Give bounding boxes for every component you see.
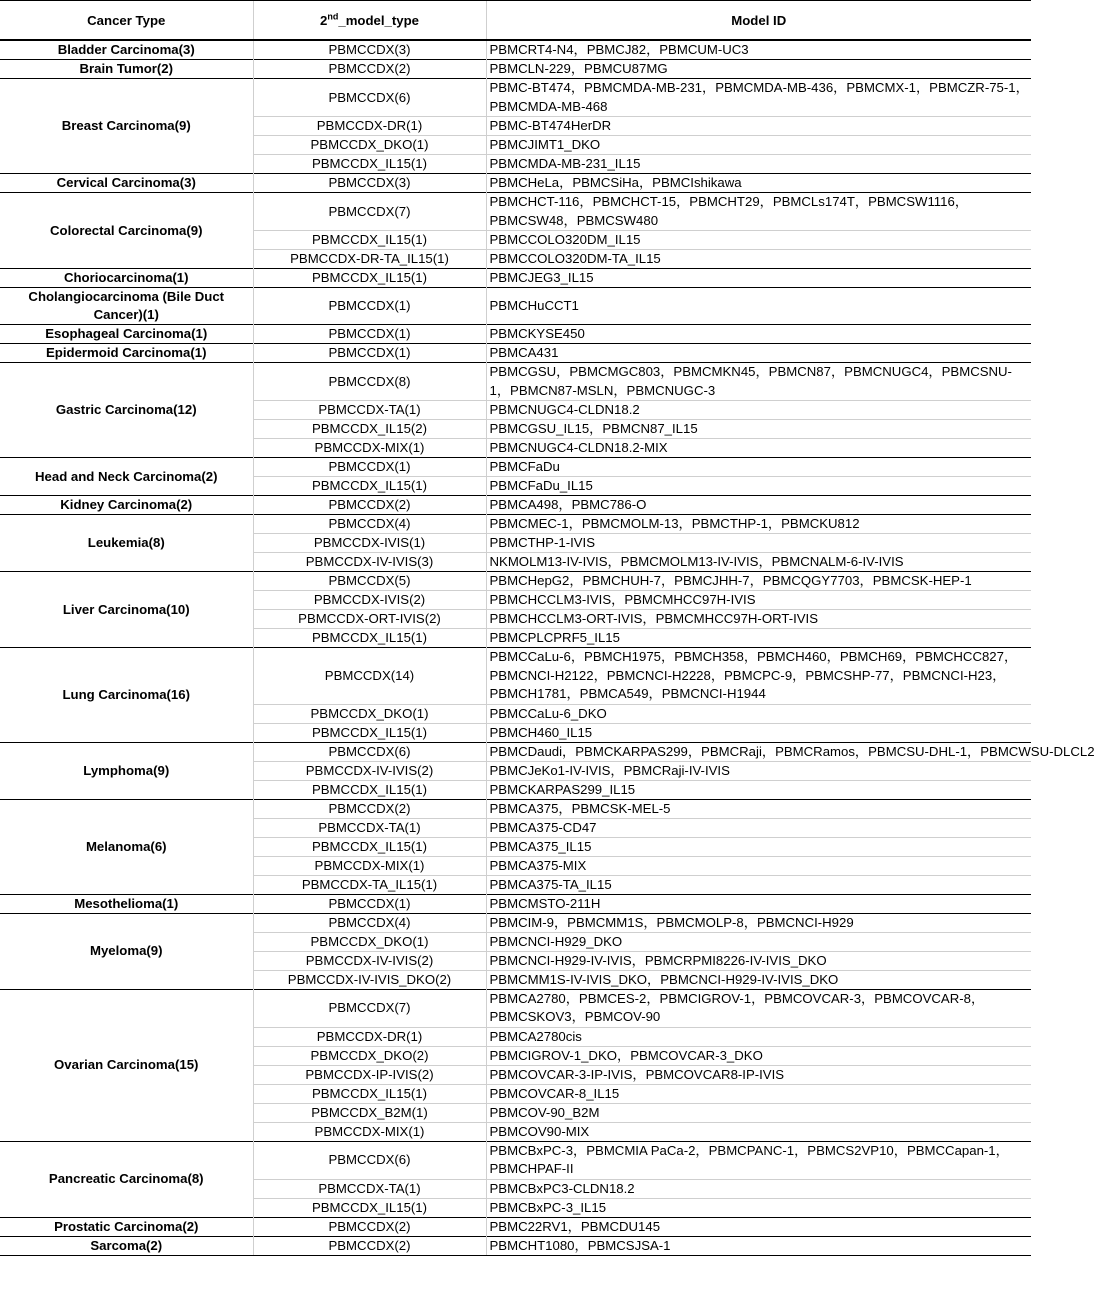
cancer-type-cell: Brain Tumor(2) — [0, 60, 253, 79]
model-id-cell: PBMCNCI-H929_DKO — [486, 932, 1031, 951]
model-type-cell: PBMCCDX_IL15(1) — [253, 723, 486, 742]
model-type-cell: PBMCCDX(4) — [253, 515, 486, 534]
header-model-type-rest: _model_type — [338, 12, 419, 28]
model-type-cell: PBMCCDX-IV-IVIS(2) — [253, 951, 486, 970]
model-id-cell: PBMCA498，PBMC786-O — [486, 496, 1031, 515]
model-id-cell: PBMCA431 — [486, 344, 1031, 363]
cancer-type-cell: Prostatic Carcinoma(2) — [0, 1217, 253, 1236]
table-row — [0, 325, 1031, 344]
model-id-cell: PBMCHT1080，PBMCSJSA-1 — [486, 1236, 1031, 1255]
cancer-type-cell: Head and Neck Carcinoma(2) — [0, 458, 253, 496]
table-row — [0, 458, 1031, 477]
cancer-type-cell: Melanoma(6) — [0, 799, 253, 894]
model-id-cell: PBMCKARPAS299_IL15 — [486, 780, 1031, 799]
model-type-cell: PBMCCDX(1) — [253, 344, 486, 363]
model-type-cell: PBMCCDX(14) — [253, 648, 486, 705]
model-type-cell: PBMCCDX(2) — [253, 60, 486, 79]
model-id-cell: PBMCIM-9，PBMCMM1S，PBMCMOLP-8，PBMCNCI-H929 — [486, 913, 1031, 932]
table-row — [0, 799, 1031, 818]
model-id-cell: PBMCIGROV-1_DKO，PBMCOVCAR-3_DKO — [486, 1046, 1031, 1065]
model-type-cell: PBMCCDX_IL15(1) — [253, 477, 486, 496]
model-type-cell: PBMCCDX(5) — [253, 572, 486, 591]
cancer-type-cell: Mesothelioma(1) — [0, 894, 253, 913]
model-id-cell: PBMCA375，PBMCSK-MEL-5 — [486, 799, 1031, 818]
model-id-cell: PBMCMEC-1，PBMCMOLM-13，PBMCTHP-1，PBMCKU812 — [486, 515, 1031, 534]
header-cancer-type: Cancer Type — [0, 1, 253, 41]
model-type-cell: PBMCCDX-TA_IL15(1) — [253, 875, 486, 894]
table-header — [0, 1, 1031, 41]
model-id-cell: PBMCOVCAR-3-IP-IVIS，PBMCOVCAR8-IP-IVIS — [486, 1065, 1031, 1084]
model-id-cell: PBMCCOLO320DM_IL15 — [486, 231, 1031, 250]
table-row — [0, 193, 1031, 231]
table-row — [0, 269, 1031, 288]
model-id-cell: PBMCFaDu — [486, 458, 1031, 477]
model-type-cell: PBMCCDX-IP-IVIS(2) — [253, 1065, 486, 1084]
model-type-cell: PBMCCDX-TA(1) — [253, 1179, 486, 1198]
model-id-cell: PBMCOVCAR-8_IL15 — [486, 1084, 1031, 1103]
model-type-cell: PBMCCDX_IL15(1) — [253, 1084, 486, 1103]
cancer-type-cell: Liver Carcinoma(10) — [0, 572, 253, 648]
model-id-cell: PBMCNUGC4-CLDN18.2-MIX — [486, 439, 1031, 458]
model-type-cell: PBMCCDX(2) — [253, 1236, 486, 1255]
header-row — [0, 1, 1031, 41]
model-id-cell: PBMCMM1S-IV-IVIS_DKO，PBMCNCI-H929-IV-IVIS_DKO — [486, 970, 1031, 989]
model-type-cell: PBMCCDX-MIX(1) — [253, 856, 486, 875]
model-type-cell: PBMCCDX(6) — [253, 1141, 486, 1179]
model-type-cell: PBMCCDX_DKO(1) — [253, 704, 486, 723]
model-type-cell: PBMCCDX(7) — [253, 193, 486, 231]
table-row — [0, 742, 1031, 761]
cancer-type-cell: Ovarian Carcinoma(15) — [0, 989, 253, 1141]
model-id-cell: PBMCH460_IL15 — [486, 723, 1031, 742]
model-type-cell: PBMCCDX-MIX(1) — [253, 1122, 486, 1141]
cancer-type-cell: Bladder Carcinoma(3) — [0, 40, 253, 60]
model-type-cell: PBMCCDX-IVIS(2) — [253, 591, 486, 610]
model-type-cell: PBMCCDX(8) — [253, 363, 486, 401]
model-id-cell: PBMC-BT474，PBMCMDA-MB-231，PBMCMDA-MB-436，PBMCMX-1，PBMCZR-75-1，PBMCMDA-MB-468 — [486, 79, 1031, 117]
model-type-cell: PBMCCDX-ORT-IVIS(2) — [253, 610, 486, 629]
model-id-cell: PBMC22RV1，PBMCDU145 — [486, 1217, 1031, 1236]
model-type-cell: PBMCCDX(2) — [253, 496, 486, 515]
table-row — [0, 60, 1031, 79]
model-type-cell: PBMCCDX_B2M(1) — [253, 1103, 486, 1122]
table-row — [0, 648, 1031, 705]
model-type-cell: PBMCCDX_DKO(1) — [253, 932, 486, 951]
model-id-cell: PBMCPLCPRF5_IL15 — [486, 629, 1031, 648]
model-type-cell: PBMCCDX-IV-IVIS(2) — [253, 761, 486, 780]
model-type-cell: PBMCCDX_DKO(1) — [253, 136, 486, 155]
model-type-cell: PBMCCDX_IL15(2) — [253, 420, 486, 439]
model-id-cell: PBMCHCCLM3-IVIS，PBMCMHCC97H-IVIS — [486, 591, 1031, 610]
model-type-cell: PBMCCDX_IL15(1) — [253, 155, 486, 174]
model-type-cell: PBMCCDX-DR(1) — [253, 117, 486, 136]
model-type-cell: PBMCCDX-TA(1) — [253, 818, 486, 837]
table-row — [0, 344, 1031, 363]
model-type-cell: PBMCCDX(2) — [253, 799, 486, 818]
model-type-cell: PBMCCDX-IV-IVIS_DKO(2) — [253, 970, 486, 989]
model-id-cell: PBMCA2780，PBMCES-2，PBMCIGROV-1，PBMCOVCAR-3，PBMCOVCAR-8，PBMCSKOV3，PBMCOV-90 — [486, 989, 1031, 1027]
model-id-cell: PBMCGSU_IL15，PBMCN87_IL15 — [486, 420, 1031, 439]
model-id-cell: PBMCMSTO-211H — [486, 894, 1031, 913]
table-row — [0, 40, 1031, 60]
model-id-cell: PBMCA375_IL15 — [486, 837, 1031, 856]
table-row — [0, 572, 1031, 591]
model-type-cell: PBMCCDX(1) — [253, 325, 486, 344]
model-id-cell: PBMCRT4-N4，PBMCJ82，PBMCUM-UC3 — [486, 40, 1031, 60]
cancer-type-cell: Gastric Carcinoma(12) — [0, 363, 253, 458]
model-id-cell: PBMCA375-TA_IL15 — [486, 875, 1031, 894]
model-type-cell: PBMCCDX(3) — [253, 174, 486, 193]
model-id-cell: PBMCNCI-H929-IV-IVIS，PBMCRPMI8226-IV-IVIS_DKO — [486, 951, 1031, 970]
cancer-type-cell: Colorectal Carcinoma(9) — [0, 193, 253, 269]
cancer-type-cell: Cholangiocarcinoma (Bile Duct Cancer)(1) — [0, 288, 253, 325]
model-id-cell: PBMCOV-90_B2M — [486, 1103, 1031, 1122]
cancer-type-cell: Lymphoma(9) — [0, 742, 253, 799]
model-id-cell: PBMCHCT-116，PBMCHCT-15，PBMCHT29，PBMCLs174T，PBMCSW1116，PBMCSW48，PBMCSW480 — [486, 193, 1031, 231]
model-id-cell: PBMCCOLO320DM-TA_IL15 — [486, 250, 1031, 269]
model-id-cell: PBMCBxPC-3，PBMCMIA PaCa-2，PBMCPANC-1，PBMCS2VP10，PBMCCapan-1，PBMCHPAF-II — [486, 1141, 1031, 1179]
model-id-cell: PBMCLN-229，PBMCU87MG — [486, 60, 1031, 79]
model-id-cell: PBMCHeLa，PBMCSiHa，PBMCIshikawa — [486, 174, 1031, 193]
model-id-cell: PBMCMDA-MB-231_IL15 — [486, 155, 1031, 174]
table-row — [0, 1217, 1031, 1236]
table-row — [0, 989, 1031, 1027]
model-id-cell: PBMCA2780cis — [486, 1027, 1031, 1046]
model-type-cell: PBMCCDX-TA(1) — [253, 401, 486, 420]
model-type-cell: PBMCCDX(3) — [253, 40, 486, 60]
model-type-cell: PBMCCDX(1) — [253, 894, 486, 913]
model-type-cell: PBMCCDX(6) — [253, 79, 486, 117]
table-row — [0, 913, 1031, 932]
cancer-type-cell: Kidney Carcinoma(2) — [0, 496, 253, 515]
cancer-type-cell: Myeloma(9) — [0, 913, 253, 989]
model-id-cell: PBMCCaLu-6_DKO — [486, 704, 1031, 723]
model-type-cell: PBMCCDX_IL15(1) — [253, 780, 486, 799]
table-row — [0, 1141, 1031, 1179]
model-type-cell: PBMCCDX-DR(1) — [253, 1027, 486, 1046]
header-model-type-base: 2 — [320, 12, 328, 28]
model-id-cell: PBMCOV90-MIX — [486, 1122, 1031, 1141]
table-row — [0, 496, 1031, 515]
table-row — [0, 288, 1031, 325]
model-id-cell: PBMCJEG3_IL15 — [486, 269, 1031, 288]
model-type-cell: PBMCCDX(1) — [253, 458, 486, 477]
model-id-cell: PBMCDaudi，PBMCKARPAS299，PBMCRaji，PBMCRamos，PBMCSU-DHL-1，PBMCWSU-DLCL2 — [486, 742, 1031, 761]
model-type-cell: PBMCCDX_IL15(1) — [253, 269, 486, 288]
model-type-cell: PBMCCDX_IL15(1) — [253, 629, 486, 648]
table-row — [0, 894, 1031, 913]
model-type-cell: PBMCCDX(1) — [253, 288, 486, 325]
model-id-cell: PBMCNUGC4-CLDN18.2 — [486, 401, 1031, 420]
model-type-cell: PBMCCDX-MIX(1) — [253, 439, 486, 458]
cancer-type-cell: Lung Carcinoma(16) — [0, 648, 253, 743]
model-id-cell: PBMCHCCLM3-ORT-IVIS，PBMCMHCC97H-ORT-IVIS — [486, 610, 1031, 629]
table-row — [0, 174, 1031, 193]
model-type-cell: PBMCCDX_IL15(1) — [253, 837, 486, 856]
model-id-cell: PBMCKYSE450 — [486, 325, 1031, 344]
model-type-cell: PBMCCDX(4) — [253, 913, 486, 932]
table-row — [0, 79, 1031, 117]
model-id-cell: PBMCCaLu-6，PBMCH1975，PBMCH358，PBMCH460，PBMCH69，PBMCHCC827，PBMCNCI-H2122，PBMCNCI-H2228，PBMCPC-9，PBMCSHP-77，PBMCNCI-H23，PBMCH1781，PBMCA549，PBMCNCI-H1944 — [486, 648, 1031, 705]
model-type-cell: PBMCCDX_DKO(2) — [253, 1046, 486, 1065]
table-row — [0, 1236, 1031, 1255]
model-type-cell: PBMCCDX_IL15(1) — [253, 231, 486, 250]
model-type-cell: PBMCCDX-DR-TA_IL15(1) — [253, 250, 486, 269]
model-id-cell: PBMCTHP-1-IVIS — [486, 534, 1031, 553]
header-model-type-sup: nd — [327, 11, 339, 22]
model-id-cell: PBMC-BT474HerDR — [486, 117, 1031, 136]
cancer-type-cell: Esophageal Carcinoma(1) — [0, 325, 253, 344]
table-body — [0, 40, 1095, 1255]
model-id-cell: PBMCBxPC3-CLDN18.2 — [486, 1179, 1031, 1198]
cancer-type-cell: Sarcoma(2) — [0, 1236, 253, 1255]
model-type-cell: PBMCCDX-IV-IVIS(3) — [253, 553, 486, 572]
cancer-type-cell: Choriocarcinoma(1) — [0, 269, 253, 288]
header-model-type — [253, 1, 486, 41]
model-id-cell: PBMCJIMT1_DKO — [486, 136, 1031, 155]
table-row — [0, 515, 1031, 534]
model-id-cell: PBMCA375-CD47 — [486, 818, 1031, 837]
cancer-type-cell: Cervical Carcinoma(3) — [0, 174, 253, 193]
model-id-cell: PBMCBxPC-3_IL15 — [486, 1198, 1031, 1217]
model-type-cell: PBMCCDX(7) — [253, 989, 486, 1027]
header-model-id: Model ID — [486, 1, 1031, 41]
cancer-type-cell: Breast Carcinoma(9) — [0, 79, 253, 174]
model-type-cell: PBMCCDX(2) — [253, 1217, 486, 1236]
cancer-type-cell: Epidermoid Carcinoma(1) — [0, 344, 253, 363]
model-type-cell: PBMCCDX_IL15(1) — [253, 1198, 486, 1217]
model-id-cell: PBMCHuCCT1 — [486, 288, 1031, 325]
model-id-cell: PBMCFaDu_IL15 — [486, 477, 1031, 496]
table-row — [0, 363, 1031, 401]
model-id-cell: NKMOLM13-IV-IVIS，PBMCMOLM13-IV-IVIS，PBMCNALM-6-IV-IVIS — [486, 553, 1031, 572]
model-id-cell: PBMCJeKo1-IV-IVIS，PBMCRaji-IV-IVIS — [486, 761, 1031, 780]
model-type-cell: PBMCCDX(6) — [253, 742, 486, 761]
model-id-cell: PBMCA375-MIX — [486, 856, 1031, 875]
cancer-type-cell: Leukemia(8) — [0, 515, 253, 572]
model-type-cell: PBMCCDX-IVIS(1) — [253, 534, 486, 553]
cancer-type-cell: Pancreatic Carcinoma(8) — [0, 1141, 253, 1217]
model-id-cell: PBMCGSU，PBMCMGC803，PBMCMKN45，PBMCN87，PBMCNUGC4，PBMCSNU-1，PBMCN87-MSLN，PBMCNUGC-3 — [486, 363, 1031, 401]
model-id-cell: PBMCHepG2，PBMCHUH-7，PBMCJHH-7，PBMCQGY7703，PBMCSK-HEP-1 — [486, 572, 1031, 591]
